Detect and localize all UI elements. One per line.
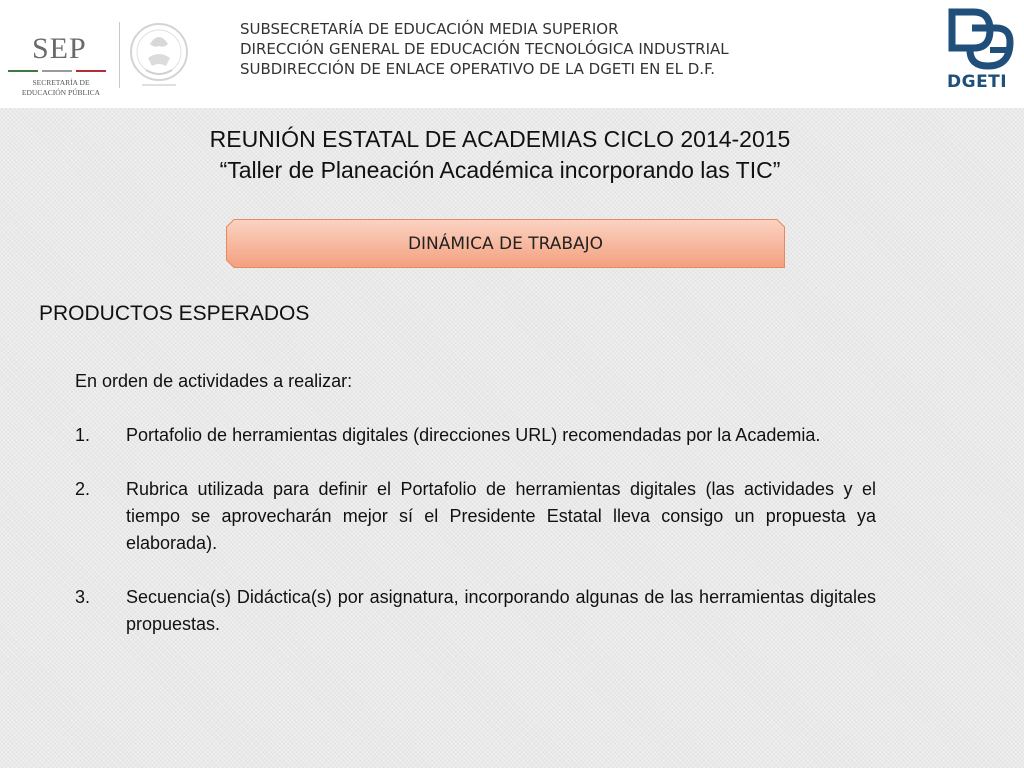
list-item	[75, 584, 876, 638]
list-intro: En orden de actividades a realizar:	[75, 371, 353, 391]
header-bar	[0, 0, 1024, 108]
header-institution-lines	[240, 19, 729, 79]
list-item	[75, 476, 876, 557]
sep-logo-subtitle	[14, 78, 108, 98]
sep-logo-stripes	[8, 70, 108, 74]
list-item-text: Secuencia(s) Didáctica(s) por asignatura, incorporando algunas de las herramientas digitales propuestas.	[126, 587, 876, 634]
title-line-2: “Taller de Planeación Académica incorporando las TIC”	[219, 157, 781, 183]
presentation-title	[0, 124, 1000, 186]
list-item-text: Rubrica utilizada para definir el Portafolio de herramientas digitales (las actividades y el tiempo se aprovecharán mejor sí el Presidente Estatal lleva consigo un propuesta ya elaborada).	[126, 479, 876, 553]
list-item-number: 2.	[75, 479, 91, 499]
section-heading: PRODUCTOS ESPERADOS	[39, 302, 310, 325]
sep-subtitle-line: EDUCACIÓN PÚBLICA	[21, 88, 101, 97]
expected-products-list	[75, 368, 876, 665]
sep-logo	[8, 18, 108, 98]
list-item-text: Portafolio de herramientas digitales (direcciones URL) recomendadas por la Academia.	[126, 425, 821, 445]
header-divider	[119, 22, 120, 88]
list-item	[75, 422, 876, 449]
mexican-coat-of-arms-icon	[128, 14, 190, 98]
header-line: SUBDIRECCIÓN DE ENLACE OPERATIVO DE LA DGETI EN EL D.F.	[240, 60, 716, 78]
sep-logo-word: SEP	[32, 32, 87, 65]
title-line-1: REUNIÓN ESTATAL DE ACADEMIAS CICLO 2014-2015	[209, 126, 791, 152]
header-line: DIRECCIÓN GENERAL DE EDUCACIÓN TECNOLÓGICA INDUSTRIAL	[240, 40, 729, 58]
list-item-number: 1.	[75, 425, 91, 445]
header-line: SUBSECRETARÍA DE EDUCACIÓN MEDIA SUPERIOR	[240, 20, 619, 38]
list-item-number: 3.	[75, 587, 91, 607]
dgeti-logo-word: DGETI	[947, 72, 1008, 92]
banner-label: DINÁMICA DE TRABAJO	[407, 233, 604, 254]
sep-subtitle-line: SECRETARÍA DE	[32, 78, 90, 87]
